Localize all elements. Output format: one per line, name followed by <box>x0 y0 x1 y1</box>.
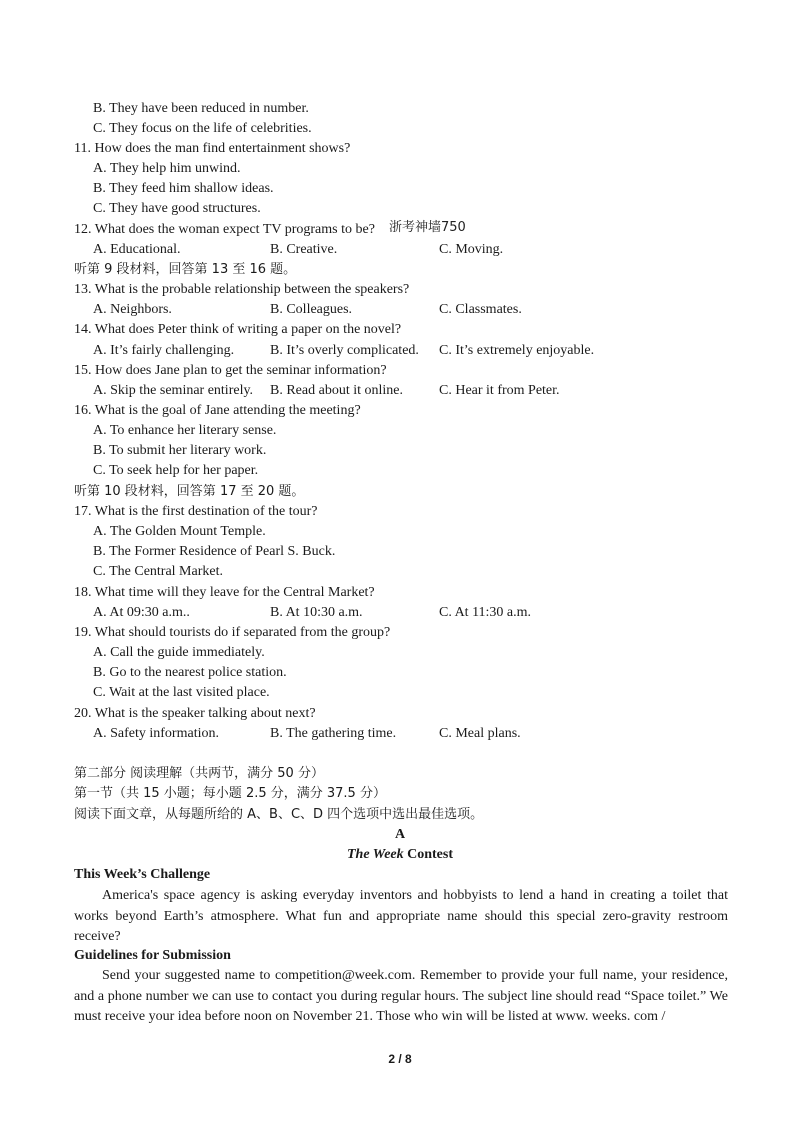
page-number: 2 / 8 <box>388 1052 412 1066</box>
question-18: 18. What time will they leave for the Central Market? <box>74 585 375 600</box>
question-15: 15. How does Jane plan to get the seminar information? <box>74 363 387 378</box>
q17-option-c: C. The Central Market. <box>93 564 223 579</box>
q12-option-a: A. Educational. <box>93 242 181 257</box>
q19-option-b: B. Go to the nearest police station. <box>93 665 287 680</box>
q15-option-b: B. Read about it online. <box>270 383 403 398</box>
question-13: 13. What is the probable relationship between the speakers? <box>74 282 410 297</box>
reading-instruction: 阅读下面文章，从每题所给的 A、B、C、D 四个选项中选出最佳选项。 <box>74 807 484 822</box>
q20-options <box>0 724 800 744</box>
q15-option-c: C. Hear it from Peter. <box>439 383 560 398</box>
q14-option-a: A. It’s fairly challenging. <box>93 343 235 358</box>
paragraph-guidelines-text: Send your suggested name to competition@week.com. Remember to provide your full name, your residence, and a phone number we can use to contact you during regular hours. The subject line should read “Space toilet.” We must receive your idea before noon on November 21. Those who win will be listed at www. weeks. com / <box>74 968 728 1024</box>
q11-option-b: B. They feed him shallow ideas. <box>93 181 274 196</box>
paragraph-challenge <box>74 886 728 948</box>
q20-option-c: C. Meal plans. <box>439 726 521 741</box>
q15-options <box>0 381 800 401</box>
q13-options <box>0 300 800 320</box>
passage-title <box>0 845 800 865</box>
q18-option-c: C. At 11:30 a.m. <box>439 605 532 620</box>
q14-option-b: B. It’s overly complicated. <box>270 343 419 358</box>
watermark-text: 浙考神墙750 <box>389 220 466 235</box>
paragraph-challenge-text: America's space agency is asking everyday inventors and hobbyists to lend a hand in creating a toilet that works beyond Earth’s atmosphere. What fun and appropriate name should this special zero-gravity restroom receive? <box>74 888 728 944</box>
q14-option-c: C. It’s extremely enjoyable. <box>439 343 595 358</box>
passage-title-italic: The Week <box>346 847 404 862</box>
q14-options <box>0 341 800 361</box>
passage-title-rest: Contest <box>403 847 454 862</box>
q17-option-a: A. The Golden Mount Temple. <box>93 524 266 539</box>
q20-option-a: A. Safety information. <box>93 726 219 741</box>
q16-option-b: B. To submit her literary work. <box>93 443 267 458</box>
q18-option-b: B. At 10:30 a.m. <box>270 605 363 620</box>
question-17: 17. What is the first destination of the tour? <box>74 504 318 519</box>
question-16: 16. What is the goal of Jane attending the meeting? <box>74 403 361 418</box>
section-1-heading: 第一节（共 15 小题；每小题 2.5 分，满分 37.5 分） <box>74 786 386 801</box>
heading-challenge: This Week’s Challenge <box>74 867 211 882</box>
q19-option-c: C. Wait at the last visited place. <box>93 685 270 700</box>
q12-option-c: C. Moving. <box>439 242 504 257</box>
q13-option-c: C. Classmates. <box>439 302 522 317</box>
q20-option-b: B. The gathering time. <box>270 726 397 741</box>
paragraph-guidelines <box>74 966 728 1028</box>
q13-option-a: A. Neighbors. <box>93 302 172 317</box>
section-9-instruction: 听第 9 段材料，回答第 13 至 16 题。 <box>74 262 297 277</box>
heading-guidelines: Guidelines for Submission <box>74 948 231 963</box>
q10-option-b: B. They have been reduced in number. <box>93 101 309 116</box>
q16-option-c: C. To seek help for her paper. <box>93 463 259 478</box>
q11-option-a: A. They help him unwind. <box>93 161 241 176</box>
q12-options <box>0 240 800 260</box>
part-2-heading: 第二部分 阅读理解（共两节，满分 50 分） <box>74 766 324 781</box>
q16-option-a: A. To enhance her literary sense. <box>93 423 277 438</box>
question-19: 19. What should tourists do if separated from the group? <box>74 625 391 640</box>
q13-option-b: B. Colleagues. <box>270 302 353 317</box>
q11-option-c: C. They have good structures. <box>93 201 261 216</box>
question-11: 11. How does the man find entertainment shows? <box>74 141 351 156</box>
q19-option-a: A. Call the guide immediately. <box>93 645 265 660</box>
q10-option-c: C. They focus on the life of celebrities. <box>93 121 312 136</box>
question-14: 14. What does Peter think of writing a paper on the novel? <box>74 322 402 337</box>
q18-options <box>0 603 800 623</box>
q12-option-b: B. Creative. <box>270 242 338 257</box>
question-20: 20. What is the speaker talking about next? <box>74 706 316 721</box>
q18-option-a: A. At 09:30 a.m.. <box>93 605 190 620</box>
question-12: 12. What does the woman expect TV programs to be? <box>74 222 375 237</box>
q17-option-b: B. The Former Residence of Pearl S. Buck. <box>93 544 336 559</box>
q15-option-a: A. Skip the seminar entirely. <box>93 383 254 398</box>
passage-letter: A <box>394 827 406 842</box>
section-10-instruction: 听第 10 段材料，回答第 17 至 20 题。 <box>74 484 305 499</box>
